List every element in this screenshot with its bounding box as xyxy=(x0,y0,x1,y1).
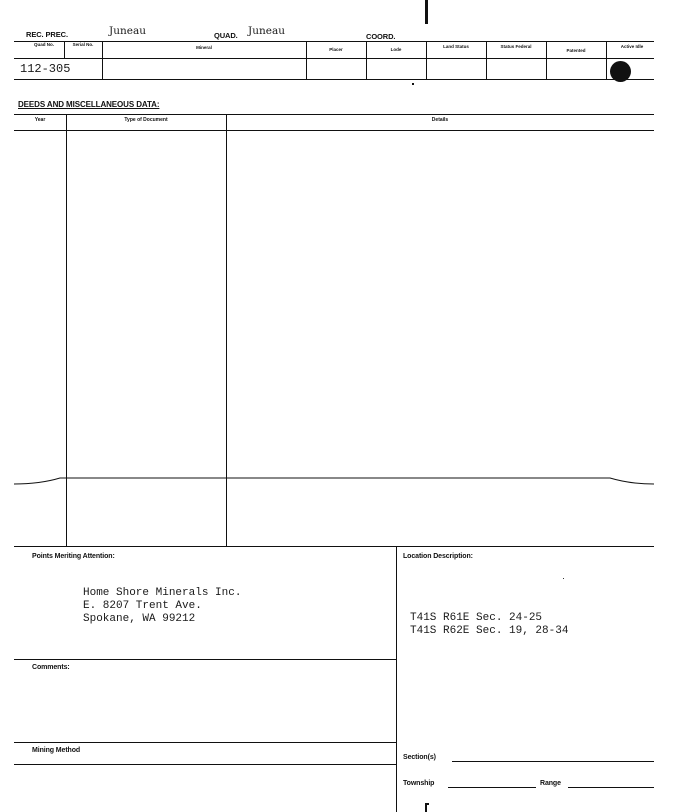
township-underline xyxy=(448,787,536,788)
bottom-edge-mark xyxy=(425,803,429,805)
deeds-rule-header xyxy=(14,130,654,131)
section-underline xyxy=(452,761,654,762)
col-type-of-document: Type of Document xyxy=(124,117,168,123)
quad-value: Juneau xyxy=(248,25,285,37)
col-mineral: Mineral xyxy=(196,45,212,50)
header-rule-sub xyxy=(14,58,654,59)
comments-label: Comments: xyxy=(32,664,70,671)
col-patented: Patented xyxy=(566,48,586,53)
col-year: Year xyxy=(34,117,46,123)
speck xyxy=(563,578,564,579)
township-label: Township xyxy=(403,780,435,787)
page-fold-line xyxy=(0,470,678,494)
deeds-rule-bottom xyxy=(14,546,654,547)
quad-label: QUAD. xyxy=(214,31,238,40)
points-label: Points Meriting Attention: xyxy=(32,553,115,560)
range-label: Range xyxy=(540,780,561,787)
deeds-rule-top xyxy=(14,114,654,115)
points-text: Home Shore Minerals Inc. E. 8207 Trent Ave. Spokane, WA 99212 xyxy=(83,587,242,625)
col-details: Details xyxy=(431,117,449,123)
col-active-idle: Active Idle xyxy=(620,44,644,49)
bottom-col-divider xyxy=(396,546,397,812)
col-serial-no: Serial No. xyxy=(72,42,94,47)
header-rule-bottom xyxy=(14,79,654,80)
speck xyxy=(412,83,414,85)
location-text: T41S R61E Sec. 24-25 T41S R62E Sec. 19, 28-34 xyxy=(410,612,569,637)
col-quad-no: Quad No. xyxy=(34,42,54,47)
rec-prec-value: Juneau xyxy=(109,25,146,37)
col-status-federal: Status Federal xyxy=(500,44,532,49)
header-col-divider xyxy=(546,41,547,79)
rec-prec-label: REC. PREC. xyxy=(26,30,68,39)
quad-serial-value: 112-305 xyxy=(20,62,71,76)
coord-label: COORD. xyxy=(366,32,396,41)
section-label: Section(s) xyxy=(403,754,436,761)
col-lode: Lode xyxy=(390,47,402,52)
col-placer: Placer xyxy=(329,47,343,52)
deeds-title: DEEDS AND MISCELLANEOUS DATA: xyxy=(18,100,160,109)
col-land-status: Land Status xyxy=(443,44,469,49)
header-rule-top xyxy=(14,41,654,42)
header-col-divider xyxy=(606,41,607,79)
comments-rule xyxy=(14,659,396,660)
mining-label: Mining Method xyxy=(32,747,81,754)
header-col-divider xyxy=(486,41,487,79)
mining-rule xyxy=(14,742,396,743)
location-label: Location Description: xyxy=(403,553,473,560)
mining-rule-lower xyxy=(14,764,396,765)
active-idle-mark xyxy=(610,61,631,82)
header-col-divider xyxy=(426,41,427,79)
header-col-divider xyxy=(64,41,65,58)
range-underline xyxy=(568,787,654,788)
top-edge-mark xyxy=(425,0,428,24)
